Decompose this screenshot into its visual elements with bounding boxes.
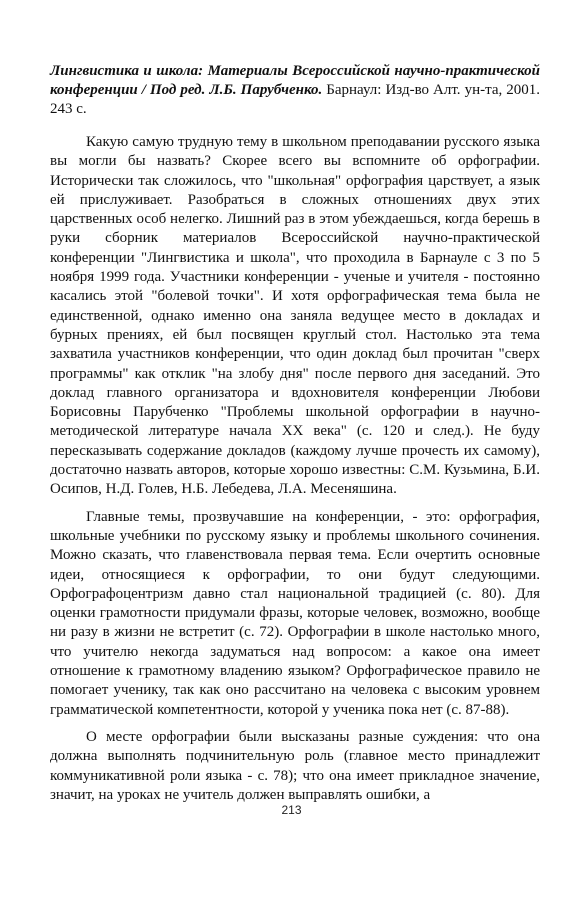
citation-publisher: Барнаул: Изд-во Алт. ун-та, 2001. 243 с.	[50, 82, 540, 117]
paragraph-3: О месте орфографии были высказаны разные суждения: что она должна выполнять подчинительную роль (главное место принадлежит коммуникативной роли языка - с. 78); что она имеет прикладное значение, значит, на уроках не учитель должен выправлять ошибки, а	[50, 728, 540, 803]
paragraph-2: Главные темы, прозвучавшие на конференции, - это: орфография, школьные учебники по русскому языку и проблемы школьного сочинения. Можно сказать, что главенствовала первая тема. Если очертить основные идеи, относящиеся к орфографии, то они будут следующими. Орфографоцентризм давно стал национальной традицией (с. 80). Для оценки грамотности придумали фразы, которые человек, возможно, вообще ни разу в жизни не встретит (с. 72). Орфографии в школе настолько много, что учителю некогда задуматься над вопросом: а какое она имеет отношение к грамотному владению языком? Орфографическое правило не помогает ученику, так как оно рассчитано на человека с высоким уровнем грамматической компетентности, которой у ученика пока нет (с. 87-88).	[50, 508, 540, 718]
citation-title: Лингвистика и школа: Материалы Всероссийской научно-практической конференции / Под ред. Л.Б. Парубченко.	[50, 63, 540, 98]
paragraph-1: Какую самую трудную тему в школьном преподавании русского языка вы могли бы назвать? Скорее всего вы вспомните об орфографии. Исторически так сложилось, что "школьная" орфография царствует, а язык ей прислуживает. Разобраться в сложных отношениях двух этих царственных особ нелегко. Лишний раз в этом убеждаешься, когда берешь в руки сборник материалов Всероссийской научно-практической конференции "Лингвистика и школа", что проходила в Барнауле с 3 по 5 ноября 1999 года. Участники конференции - ученые и учителя - постоянно касались этой "болевой точки". И хотя орфографическая тема была не единственной, однако именно она заняла ведущее место в докладах и бурных прениях, ей был посвящен круглый стол. Настолько эта тема захватила участников конференции, что один доклад был прочитан "сверх программы" как отклик "на злобу дня" после первого дня заседаний. Это доклад главного организатора и вдохновителя конференции Любови Борисовны Парубченко "Проблемы школьной орфографии в научно-методической литературе начала XX века" (с. 120 и след.). Не буду пересказывать содержание докладов (каждому лучше прочесть их самому), достаточно назвать авторов, которые хорошо известны: С.М. Кузьмина, Б.И. Осипов, Н.Д. Голев, Н.Б. Лебедева, Л.А. Месеняшина.	[50, 134, 540, 498]
book-citation	[50, 62, 540, 119]
page-body	[50, 62, 540, 813]
page-number: 213	[281, 803, 302, 817]
